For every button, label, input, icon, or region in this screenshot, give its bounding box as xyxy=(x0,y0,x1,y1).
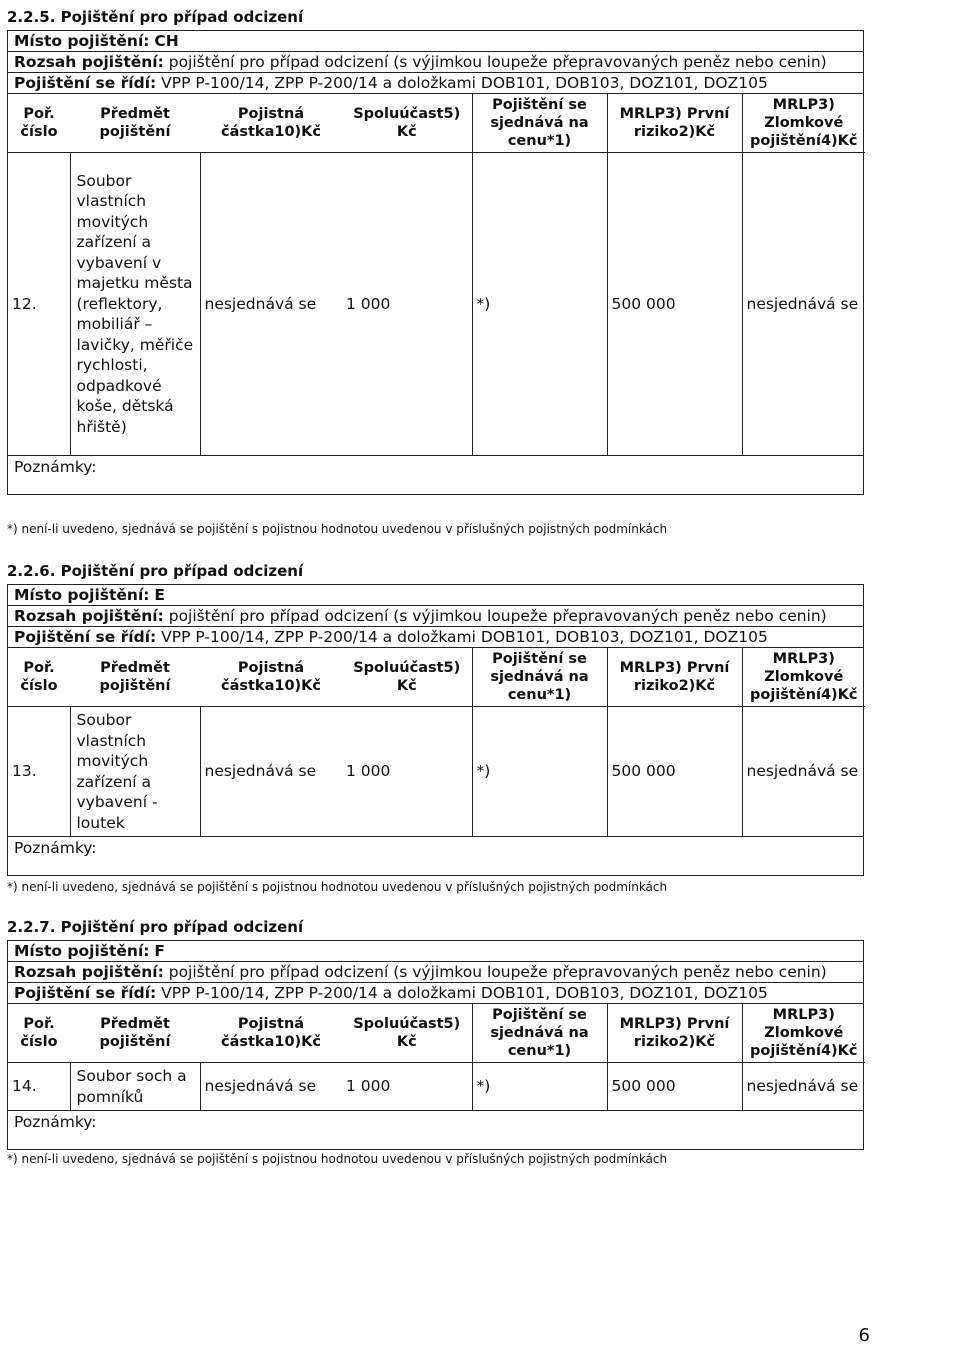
row-first-risk: 500 000 xyxy=(607,1063,742,1111)
row-subject: Soubor soch a pomníků xyxy=(70,1063,200,1111)
footnote: *) není-li uvedeno, sjednává se pojištění s pojistnou hodnotou uvedenou v příslušných pojistných podmínkách xyxy=(7,522,668,536)
header-burglary: MRLP3) Zlomkové pojištění4)Kč xyxy=(742,94,865,153)
rules-value: VPP P-100/14, ZPP P-200/14 a doložkami DOB101, DOB103, DOZ101, DOZ105 xyxy=(161,628,768,646)
header-burglary: MRLP3) Zlomkové pojištění4)Kč xyxy=(742,1004,865,1063)
header-number: Poř. číslo xyxy=(8,1004,70,1063)
table-header-row xyxy=(8,94,865,153)
section-heading: 2.2.5. Pojištění pro případ odcizení xyxy=(7,8,304,26)
notes-row: Poznámky: xyxy=(8,455,863,494)
row-agreed: *) xyxy=(472,153,607,456)
footnote: *) není-li uvedeno, sjednává se pojištění s pojistnou hodnotou uvedenou v příslušných pojistných podmínkách xyxy=(7,1152,668,1166)
table-row xyxy=(8,153,865,456)
row-burglary: nesjednává se xyxy=(742,1063,865,1111)
section-heading: 2.2.7. Pojištění pro případ odcizení xyxy=(7,918,304,936)
row-sum: nesjednává se xyxy=(204,762,317,781)
rules-row xyxy=(8,73,863,94)
insurance-block xyxy=(7,584,864,876)
header-agreed: Pojištění se sjednává na cenu*1) xyxy=(472,94,607,153)
header-subject: Předmět pojištění xyxy=(70,648,200,707)
rules-row xyxy=(8,983,863,1004)
scope-label: Rozsah pojištění: xyxy=(14,963,164,981)
header-subject: Předmět pojištění xyxy=(70,1004,200,1063)
page-number: 6 xyxy=(858,1325,870,1346)
row-first-risk: 500 000 xyxy=(607,153,742,456)
insurance-block xyxy=(7,30,864,495)
table-header-row xyxy=(8,1004,865,1063)
row-agreed: *) xyxy=(472,1063,607,1111)
header-sum: Pojistná částka10)Kč xyxy=(200,94,342,153)
row-number: 13. xyxy=(12,762,37,781)
footnote: *) není-li uvedeno, sjednává se pojištění s pojistnou hodnotou uvedenou v příslušných pojistných podmínkách xyxy=(7,880,668,894)
row-burglary: nesjednává se xyxy=(742,707,865,837)
header-number: Poř. číslo xyxy=(8,648,70,707)
insurance-block xyxy=(7,940,864,1150)
header-agreed: Pojištění se sjednává na cenu*1) xyxy=(472,1004,607,1063)
header-deductible: Spoluúčast5) Kč xyxy=(342,94,472,153)
header-sum: Pojistná částka10)Kč xyxy=(200,648,342,707)
row-deductible: 1 000 xyxy=(346,1077,391,1096)
scope-row xyxy=(8,606,863,627)
insurance-table xyxy=(8,648,865,836)
row-number: 12. xyxy=(12,294,37,313)
row-sum: nesjednává se xyxy=(204,1077,317,1096)
rules-value: VPP P-100/14, ZPP P-200/14 a doložkami DOB101, DOB103, DOZ101, DOZ105 xyxy=(161,74,768,92)
header-agreed: Pojištění se sjednává na cenu*1) xyxy=(472,648,607,707)
table-row xyxy=(8,707,865,837)
row-first-risk: 500 000 xyxy=(607,707,742,837)
rules-label: Pojištění se řídí: xyxy=(14,74,157,92)
rules-label: Pojištění se řídí: xyxy=(14,628,157,646)
insurance-table xyxy=(8,1004,865,1110)
place-row xyxy=(8,941,863,962)
row-subject: Soubor vlastních movitých zařízení a vybavení v majetku města (reflektory, mobiliář – lavičky, měřiče rychlosti, odpadkové koše, dětská hřiště) xyxy=(70,153,200,456)
place-value: F xyxy=(154,942,166,960)
header-burglary: MRLP3) Zlomkové pojištění4)Kč xyxy=(742,648,865,707)
header-first-risk: MRLP3) První riziko2)Kč xyxy=(607,1004,742,1063)
scope-value: pojištění pro případ odcizení (s výjimkou loupeže přepravovaných peněz nebo cenin) xyxy=(168,607,827,625)
scope-label: Rozsah pojištění: xyxy=(14,53,164,71)
header-subject: Předmět pojištění xyxy=(70,94,200,153)
place-label: Místo pojištění: xyxy=(14,942,150,960)
rules-value: VPP P-100/14, ZPP P-200/14 a doložkami DOB101, DOB103, DOZ101, DOZ105 xyxy=(161,984,768,1002)
place-label: Místo pojištění: xyxy=(14,586,150,604)
scope-row xyxy=(8,962,863,983)
place-row xyxy=(8,31,863,52)
row-sum: nesjednává se xyxy=(204,294,317,313)
table-row xyxy=(8,1063,865,1111)
row-subject: Soubor vlastních movitých zařízení a vybavení - loutek xyxy=(70,707,200,837)
scope-value: pojištění pro případ odcizení (s výjimkou loupeže přepravovaných peněz nebo cenin) xyxy=(168,53,827,71)
rules-row xyxy=(8,627,863,648)
place-label: Místo pojištění: xyxy=(14,32,150,50)
place-value: E xyxy=(154,586,166,604)
header-deductible: Spoluúčast5) Kč xyxy=(342,648,472,707)
row-number: 14. xyxy=(12,1077,37,1096)
scope-row xyxy=(8,52,863,73)
table-header-row xyxy=(8,648,865,707)
row-deductible: 1 000 xyxy=(346,294,391,313)
row-burglary: nesjednává se xyxy=(742,153,865,456)
notes-row: Poznámky: xyxy=(8,1110,863,1149)
scope-value: pojištění pro případ odcizení (s výjimkou loupeže přepravovaných peněz nebo cenin) xyxy=(168,963,827,981)
header-first-risk: MRLP3) První riziko2)Kč xyxy=(607,648,742,707)
place-value: CH xyxy=(154,32,179,50)
header-number: Poř. číslo xyxy=(8,94,70,153)
header-deductible: Spoluúčast5) Kč xyxy=(342,1004,472,1063)
row-agreed: *) xyxy=(472,707,607,837)
header-first-risk: MRLP3) První riziko2)Kč xyxy=(607,94,742,153)
row-deductible: 1 000 xyxy=(346,762,391,781)
place-row xyxy=(8,585,863,606)
rules-label: Pojištění se řídí: xyxy=(14,984,157,1002)
section-heading: 2.2.6. Pojištění pro případ odcizení xyxy=(7,562,304,580)
scope-label: Rozsah pojištění: xyxy=(14,607,164,625)
notes-row: Poznámky: xyxy=(8,836,863,875)
header-sum: Pojistná částka10)Kč xyxy=(200,1004,342,1063)
insurance-table xyxy=(8,94,865,455)
